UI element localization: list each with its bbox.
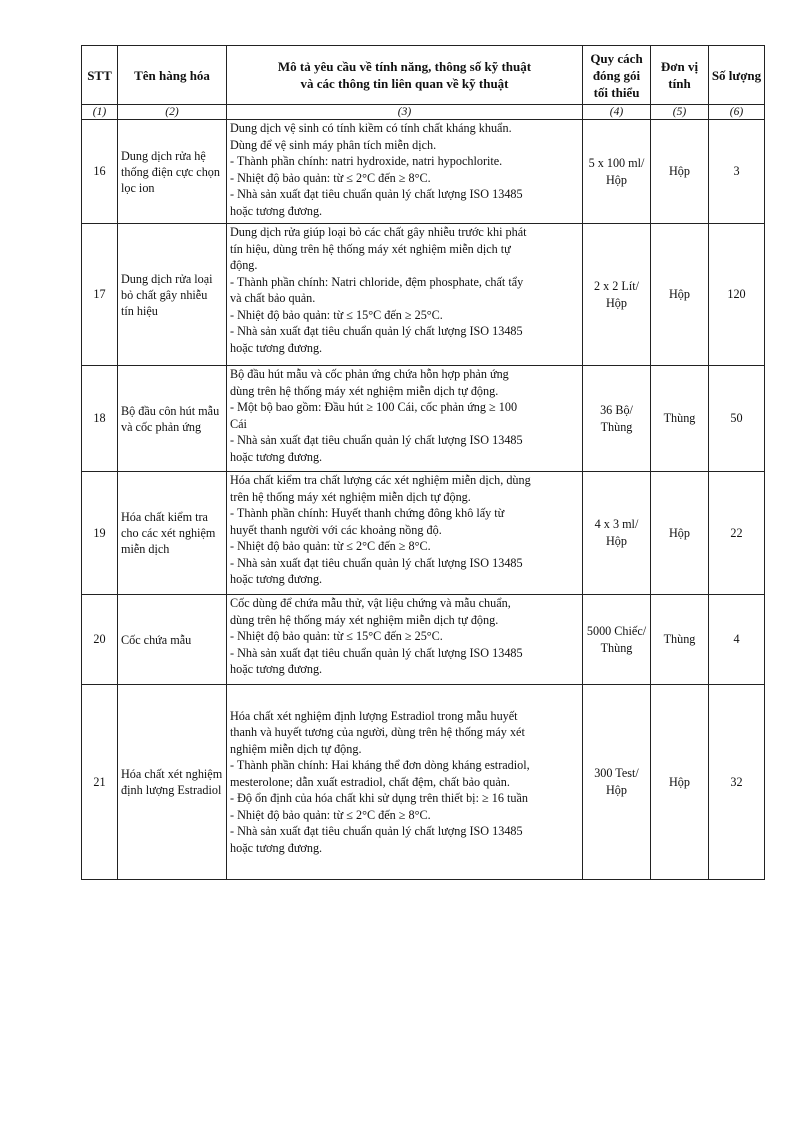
- row-unit: Hộp: [651, 472, 709, 595]
- description-line: Dùng để vệ sinh máy phân tích miễn dịch.: [230, 137, 437, 152]
- table-row: [82, 595, 765, 685]
- product-spec-table: [81, 45, 765, 880]
- table-body: [82, 120, 765, 880]
- row-stt: 18: [82, 366, 118, 472]
- description-line: - Nhiệt độ bảo quản: từ ≤ 2°C đến ≥ 8°C.: [230, 807, 431, 822]
- table-row: [82, 224, 765, 366]
- column-number: (5): [651, 105, 709, 120]
- description-line: hoặc tương đương.: [230, 572, 323, 586]
- row-packaging: 4 x 3 ml/ Hộp: [583, 472, 651, 595]
- row-unit: Thùng: [651, 595, 709, 685]
- description-line: thanh và huyết tương của người, dùng trên hệ thống máy xét: [230, 725, 525, 740]
- description-line: hoặc tương đương.: [230, 840, 323, 855]
- row-stt: 20: [82, 595, 118, 685]
- table-row: [82, 472, 765, 595]
- row-stt: 17: [82, 224, 118, 366]
- description-line: - Độ ổn định của hóa chất khi sử dụng trên thiết bị: ≥ 16 tuần: [230, 791, 528, 806]
- description-line: dùng trên hệ thống máy xét nghiệm miễn dịch tự động.: [230, 612, 499, 627]
- description-line: - Một bộ bao gồm: Đầu hút ≥ 100 Cái, cốc phản ứng ≥ 100: [230, 400, 518, 414]
- column-number-row: [82, 105, 765, 120]
- description-line: trên hệ thống máy xét nghiệm miễn dịch tự động.: [230, 489, 471, 504]
- description-line: - Nhà sản xuất đạt tiêu chuẩn quản lý chất lượng ISO 13485: [230, 324, 523, 338]
- description-line: - Nhiệt độ bảo quản: từ ≤ 15°C đến ≥ 25°C.: [230, 629, 443, 643]
- description-line: - Nhà sản xuất đạt tiêu chuẩn quản lý chất lượng ISO 13485: [230, 555, 523, 570]
- row-quantity: 50: [709, 366, 765, 472]
- description-line: - Thành phần chính: Hai kháng thể đơn dòng kháng estradiol,: [230, 758, 530, 773]
- header-name: Tên hàng hóa: [118, 46, 227, 105]
- row-description: [227, 224, 583, 366]
- header-qty: Số lượng: [709, 46, 765, 105]
- row-quantity: 22: [709, 472, 765, 595]
- column-number: (2): [118, 105, 227, 120]
- row-item-name: Dung dịch rửa hệ thống điện cực chọn lọc ion: [118, 120, 227, 224]
- header-unit: Đơn vị tính: [651, 46, 709, 105]
- row-stt: 16: [82, 120, 118, 224]
- row-quantity: 3: [709, 120, 765, 224]
- row-quantity: 120: [709, 224, 765, 366]
- description-line: hoặc tương đương.: [230, 662, 323, 676]
- description-line: Dung dịch vệ sinh có tính kiềm có tính chất kháng khuẩn.: [230, 121, 512, 135]
- description-line: - Thành phần chính: natri hydroxide, natri hypochlorite.: [230, 154, 503, 168]
- column-number: (1): [82, 105, 118, 120]
- column-number: (3): [227, 105, 583, 120]
- header-stt: STT: [82, 46, 118, 105]
- description-line: hoặc tương đương.: [230, 340, 323, 355]
- row-item-name: Hóa chất xét nghiệm định lượng Estradiol: [118, 685, 227, 880]
- table-row: [82, 120, 765, 224]
- description-line: - Nhà sản xuất đạt tiêu chuẩn quản lý chất lượng ISO 13485: [230, 645, 523, 660]
- description-line: Dung dịch rửa giúp loại bỏ các chất gây nhiễu trước khi phát: [230, 225, 527, 239]
- description-line: dùng trên hệ thống máy xét nghiệm miễn dịch tự động.: [230, 383, 499, 398]
- description-line: - Thành phần chính: Huyết thanh chứng đông khô lấy từ: [230, 506, 505, 520]
- row-packaging: 5000 Chiếc/ Thùng: [583, 595, 651, 685]
- row-item-name: Dung dịch rửa loại bỏ chất gây nhiễu tín hiệu: [118, 224, 227, 366]
- row-item-name: Hóa chất kiểm tra cho các xét nghiệm miễn dịch: [118, 472, 227, 595]
- column-number: (4): [583, 105, 651, 120]
- description-line: Cốc dùng để chứa mẫu thử, vật liệu chứng và mẫu chuẩn,: [230, 596, 511, 610]
- header-pack: Quy cách đóng gói tối thiểu: [583, 46, 651, 105]
- description-line: hoặc tương đương.: [230, 203, 323, 218]
- row-quantity: 4: [709, 595, 765, 685]
- row-item-name: Bộ đầu côn hút mẫu và cốc phản ứng: [118, 366, 227, 472]
- description-line: - Nhà sản xuất đạt tiêu chuẩn quản lý chất lượng ISO 13485: [230, 824, 523, 839]
- header-desc-line1: Mô tả yêu cầu về tính năng, thông số kỹ thuật: [277, 59, 532, 74]
- description-line: huyết thanh người với các khoảng nồng độ.: [230, 522, 442, 537]
- row-unit: Hộp: [651, 120, 709, 224]
- description-line: Cái: [230, 416, 247, 431]
- row-stt: 21: [82, 685, 118, 880]
- row-item-name: Cốc chứa mẫu: [118, 595, 227, 685]
- description-line: - Thành phần chính: Natri chloride, đệm phosphate, chất tẩy: [230, 274, 524, 289]
- description-line: và chất bảo quản.: [230, 291, 316, 305]
- description-line: Hóa chất xét nghiệm định lượng Estradiol trong mẫu huyết: [230, 708, 518, 723]
- table-row: [82, 366, 765, 472]
- row-packaging: 36 Bộ/ Thùng: [583, 366, 651, 472]
- description-line: - Nhiệt độ bảo quản: từ ≤ 2°C đến ≥ 8°C.: [230, 170, 431, 185]
- row-unit: Thùng: [651, 366, 709, 472]
- description-line: - Nhiệt độ bảo quản: từ ≤ 2°C đến ≥ 8°C.: [230, 539, 431, 553]
- description-line: mesterolone; dẫn xuất estradiol, chất đệm, chất bảo quản.: [230, 774, 510, 789]
- row-description: [227, 595, 583, 685]
- row-packaging: 5 x 100 ml/ Hộp: [583, 120, 651, 224]
- row-packaging: 300 Test/ Hộp: [583, 685, 651, 880]
- row-quantity: 32: [709, 685, 765, 880]
- row-description: [227, 472, 583, 595]
- row-packaging: 2 x 2 Lít/ Hộp: [583, 224, 651, 366]
- description-line: hoặc tương đương.: [230, 449, 323, 464]
- description-line: nghiệm miễn dịch tự động.: [230, 741, 362, 756]
- column-number: (6): [709, 105, 765, 120]
- description-line: động.: [230, 258, 258, 272]
- row-description: [227, 685, 583, 880]
- row-description: [227, 120, 583, 224]
- row-description: [227, 366, 583, 472]
- header-desc-line2: và các thông tin liên quan về kỹ thuật: [300, 76, 509, 91]
- row-unit: Hộp: [651, 685, 709, 880]
- description-line: - Nhà sản xuất đạt tiêu chuẩn quản lý chất lượng ISO 13485: [230, 187, 523, 201]
- row-stt: 19: [82, 472, 118, 595]
- description-line: - Nhiệt độ bảo quản: từ ≤ 15°C đến ≥ 25°C.: [230, 307, 443, 322]
- header-desc: [227, 46, 583, 105]
- description-line: tín hiệu, dùng trên hệ thống máy xét nghiệm miễn dịch tự: [230, 241, 511, 256]
- table-row: [82, 685, 765, 880]
- description-line: Bộ đầu hút mẫu và cốc phản ứng chứa hỗn hợp phản ứng: [230, 367, 509, 381]
- description-line: Hóa chất kiểm tra chất lượng các xét nghiệm miễn dịch, dùng: [230, 473, 531, 487]
- row-unit: Hộp: [651, 224, 709, 366]
- description-line: - Nhà sản xuất đạt tiêu chuẩn quản lý chất lượng ISO 13485: [230, 433, 523, 447]
- header-row: [82, 46, 765, 105]
